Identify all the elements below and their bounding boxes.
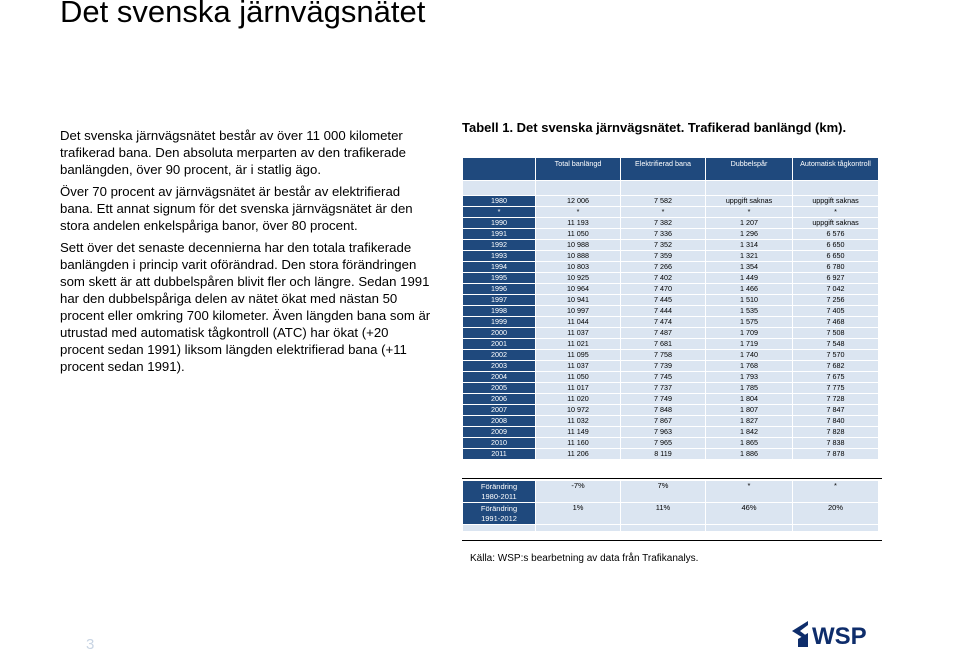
value-cell: 7 042 [793,284,878,294]
rail-network-table [462,157,879,460]
change-row [463,481,878,502]
value-cell: 1 466 [706,284,792,294]
value-cell: 1 740 [706,350,792,360]
table-row [463,372,878,382]
value-cell: 1 719 [706,339,792,349]
value-cell: 10 964 [536,284,620,294]
value-cell: 7 675 [793,372,878,382]
table-row [463,416,878,426]
value-cell: 7 336 [621,229,705,239]
year-cell: 1990 [463,218,535,228]
value-cell: 11 160 [536,438,620,448]
value-cell: 6 780 [793,262,878,272]
value-cell: 1 575 [706,317,792,327]
change-label: Förändring [480,481,518,491]
value-cell: 10 941 [536,295,620,305]
table-row [463,295,878,305]
value-cell: 7 963 [621,427,705,437]
table-row [463,273,878,283]
value-cell: 1 709 [706,328,792,338]
year-cell: 2007 [463,405,535,415]
value-cell: 12 006 [536,196,620,206]
value-cell: 7 359 [621,251,705,261]
spacer-cell [706,181,792,195]
value-cell: 7 682 [793,361,878,371]
value-cell: 7 728 [793,394,878,404]
spacer-cell [793,181,878,195]
year-cell: 1980 [463,196,535,206]
value-cell: 7 838 [793,438,878,448]
value-cell: 1 827 [706,416,792,426]
spacer-row [463,181,878,195]
year-cell: 2005 [463,383,535,393]
value-cell: 8 119 [621,449,705,459]
value-cell: 7 775 [793,383,878,393]
table-row [463,284,878,294]
value-cell: 7 445 [621,295,705,305]
value-cell: 1 510 [706,295,792,305]
value-cell: 10 888 [536,251,620,261]
table-row [463,196,878,206]
value-cell: 7 739 [621,361,705,371]
spacer-cell [536,525,620,531]
value-cell: * [621,207,705,217]
value-cell: 10 997 [536,306,620,316]
value-cell: uppgift saknas [793,218,878,228]
value-cell: 1 793 [706,372,792,382]
spacer-cell [621,525,705,531]
change-row [463,503,878,524]
change-label: Förändring [480,503,518,513]
change-value-cell: * [706,481,792,502]
value-cell: 7 840 [793,416,878,426]
value-cell: 7 582 [621,196,705,206]
change-table [462,480,879,532]
change-value-cell: 1% [536,503,620,524]
value-cell: 7 474 [621,317,705,327]
year-cell: 1998 [463,306,535,316]
value-cell: 11 095 [536,350,620,360]
spacer-cell [536,181,620,195]
value-cell: 1 449 [706,273,792,283]
value-cell: 7 382 [621,218,705,228]
spacer-cell [621,181,705,195]
value-cell: 7 749 [621,394,705,404]
value-cell: 7 737 [621,383,705,393]
value-cell: 1 785 [706,383,792,393]
value-cell: 6 927 [793,273,878,283]
column-header: Automatisk tågkontroll [793,158,878,180]
value-cell: * [793,207,878,217]
value-cell: 7 867 [621,416,705,426]
year-cell: 2004 [463,372,535,382]
year-cell: 2002 [463,350,535,360]
value-cell: uppgift saknas [706,196,792,206]
year-cell: 2001 [463,339,535,349]
change-value-cell: -7% [536,481,620,502]
table-row [463,306,878,316]
change-value-cell: 11% [621,503,705,524]
logo-text: WSP [812,623,867,650]
year-cell: 1994 [463,262,535,272]
table-row [463,339,878,349]
source-note: Källa: WSP:s bearbetning av data från Trafikanalys. [470,553,699,564]
value-cell: uppgift saknas [793,196,878,206]
value-cell: 1 842 [706,427,792,437]
value-cell: 11 044 [536,317,620,327]
table-header-row [463,158,878,180]
table-row [463,449,878,459]
value-cell: 1 296 [706,229,792,239]
value-cell: 1 207 [706,218,792,228]
value-cell: 11 206 [536,449,620,459]
table-row [463,350,878,360]
body-text [60,127,432,380]
value-cell: 1 321 [706,251,792,261]
page-title: Det svenska järnvägsnätet [60,0,426,29]
year-cell: 2009 [463,427,535,437]
column-header: Elektrifierad bana [621,158,705,180]
year-cell: 2008 [463,416,535,426]
value-cell: 7 352 [621,240,705,250]
value-cell: 11 020 [536,394,620,404]
change-period: 1991-2012 [481,513,517,523]
value-cell: 7 405 [793,306,878,316]
change-value-cell: 7% [621,481,705,502]
value-cell: 1 886 [706,449,792,459]
value-cell: 10 988 [536,240,620,250]
value-cell: 1 535 [706,306,792,316]
value-cell: 7 848 [621,405,705,415]
year-cell: 1995 [463,273,535,283]
value-cell: 6 650 [793,251,878,261]
value-cell: 11 037 [536,328,620,338]
value-cell: 11 050 [536,372,620,382]
value-cell: 7 444 [621,306,705,316]
year-cell: 1993 [463,251,535,261]
value-cell: 7 758 [621,350,705,360]
value-cell: 7 548 [793,339,878,349]
table-row [463,251,878,261]
year-cell: 2006 [463,394,535,404]
value-cell: 11 037 [536,361,620,371]
value-cell: 10 803 [536,262,620,272]
value-cell: 7 745 [621,372,705,382]
table-row [463,229,878,239]
value-cell: 7 470 [621,284,705,294]
value-cell: 7 570 [793,350,878,360]
value-cell: 7 681 [621,339,705,349]
page-number: 3 [86,636,95,653]
value-cell: 7 402 [621,273,705,283]
table-row [463,361,878,371]
column-header: Dubbelspår [706,158,792,180]
spacer-cell [463,525,535,531]
value-cell: * [536,207,620,217]
wsp-logo-icon [790,617,882,651]
table-row [463,207,878,217]
value-cell: 10 925 [536,273,620,283]
value-cell: 11 017 [536,383,620,393]
value-cell: 7 847 [793,405,878,415]
table-row [463,328,878,338]
value-cell: 11 021 [536,339,620,349]
paragraph: Över 70 procent av järnvägsnätet är består av elektrifierad bana. Ett annat signum för det svenska järnvägsnätet är den stora andelen enkelspåriga banor, över 80 procent. [60,184,413,233]
table-caption: Tabell 1. Det svenska järnvägsnätet. Trafikerad banlängd (km). [462,120,847,135]
value-cell: 1 768 [706,361,792,371]
value-cell: 7 878 [793,449,878,459]
spacer-cell [463,181,535,195]
wsp-logo [790,617,882,651]
paragraph: Sett över det senaste decennierna har den totala trafikerade banlängden i princip varit oförändrad. Den stora förändringen som skett är att dubbelspåren blivit fler och längre. Sedan 1991 har den dubbelspåriga delen av nätet ökat med nästan 50 procent eller omkring 700 kilometer. Även längden bana som är utrustad med automatisk tågkontroll (ATC) har ökat (+20 procent sedan 1991) liksom längden elektrifierad bana (+11 procent sedan 1991). [60,240,431,374]
year-cell: 1997 [463,295,535,305]
value-cell: 1 804 [706,394,792,404]
year-cell: 2000 [463,328,535,338]
table-divider [462,540,882,541]
change-label-cell [463,503,535,524]
value-cell: * [706,207,792,217]
value-cell: 7 828 [793,427,878,437]
value-cell: 1 807 [706,405,792,415]
table-row [463,427,878,437]
value-cell: 7 468 [793,317,878,327]
year-cell: 1992 [463,240,535,250]
table-row [463,394,878,404]
table-divider [462,478,882,479]
table-row [463,405,878,415]
value-cell: 7 965 [621,438,705,448]
table-row [463,438,878,448]
value-cell: 1 314 [706,240,792,250]
spacer-row [463,525,878,531]
year-cell: 2011 [463,449,535,459]
value-cell: 11 149 [536,427,620,437]
value-cell: 6 650 [793,240,878,250]
year-cell: 1991 [463,229,535,239]
column-header: Total banlängd [536,158,620,180]
table-row [463,262,878,272]
value-cell: 7 256 [793,295,878,305]
value-cell: 1 354 [706,262,792,272]
change-label-cell [463,481,535,502]
table-row [463,240,878,250]
value-cell: 7 508 [793,328,878,338]
value-cell: 7 266 [621,262,705,272]
value-cell: 11 032 [536,416,620,426]
change-value-cell: 20% [793,503,878,524]
value-cell: 6 576 [793,229,878,239]
year-cell: * [463,207,535,217]
spacer-cell [706,525,792,531]
year-cell: 1996 [463,284,535,294]
paragraph: Det svenska järnvägsnätet består av över 11 000 kilometer trafikerad bana. Den absoluta merparten av den trafikerade banlängden, över 90 procent, är i statlig ägo. [60,128,407,177]
year-cell: 1999 [463,317,535,327]
header-corner-cell [463,158,535,180]
year-cell: 2003 [463,361,535,371]
value-cell: 11 050 [536,229,620,239]
spacer-cell [793,525,878,531]
table-row [463,317,878,327]
table-row [463,383,878,393]
value-cell: 7 487 [621,328,705,338]
change-value-cell: 46% [706,503,792,524]
value-cell: 11 193 [536,218,620,228]
table-row [463,218,878,228]
change-value-cell: * [793,481,878,502]
change-period: 1980-2011 [481,491,517,501]
value-cell: 1 865 [706,438,792,448]
year-cell: 2010 [463,438,535,448]
value-cell: 10 972 [536,405,620,415]
